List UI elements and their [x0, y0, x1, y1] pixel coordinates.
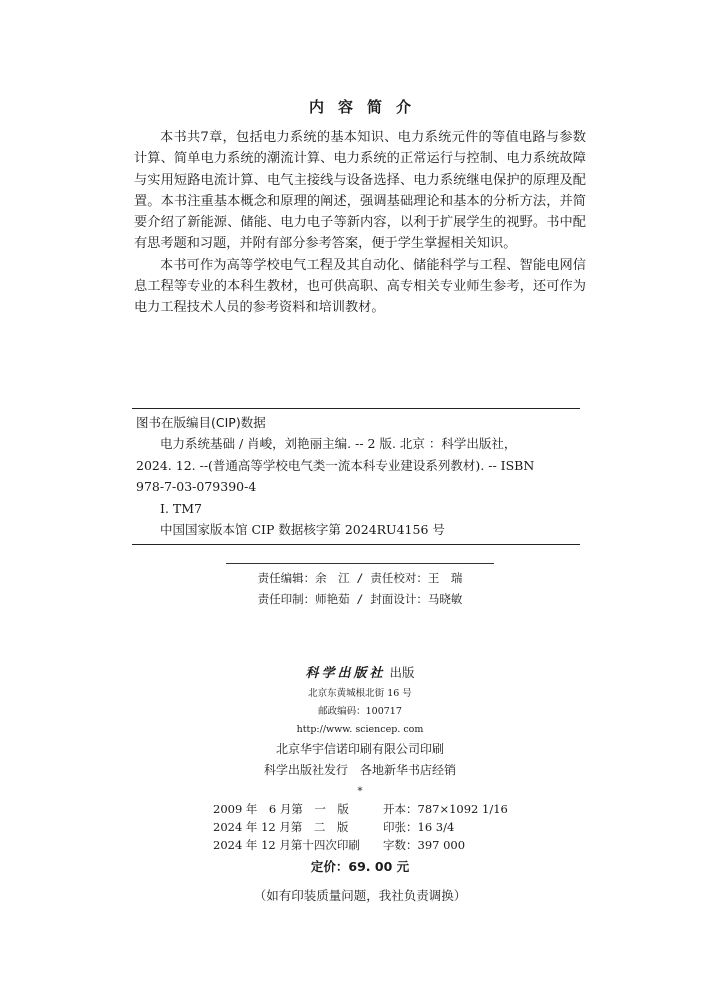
divider [226, 563, 494, 564]
edition-date: 2024 年 12 月第十四次印刷 [213, 838, 360, 852]
divider [132, 408, 580, 409]
edition-spec: 印张：16 3/4 [383, 820, 455, 834]
publisher-suffix: 出版 [389, 665, 415, 680]
intro-paragraph: 本书共7章，包括电力系统的基本知识、电力系统元件的等值电路与参数计算、简单电力系统的潮流计算、电力系统的正常运行与控制、电力系统故障与实用短路电流计算、电气主接线与设备选择、电力系统继电保护的原理及配置。本书注重基本概念和原理的阐述，强调基础理论和基本的分析方法，并简要介绍了新能源、储能、电力电子等新内容，以利于扩展学生的视野。书中配有思考题和习题，并附有部分参考答案，便于学生掌握相关知识。 [134, 130, 586, 252]
edition-row [213, 818, 513, 836]
edition-date: 2024 年 12 月第 二 版 [213, 820, 349, 834]
edition-row [213, 836, 513, 854]
printer: 北京华宇信诺印刷有限公司印刷 [275, 742, 444, 756]
cip-line: 978-7-03-079390-4 [136, 479, 257, 494]
cip-record: 中国国家版本馆 CIP 数据核字第 2024RU4156 号 [160, 522, 445, 537]
quality-note: （如有印装质量问题，我社负责调换） [253, 888, 467, 903]
separator-star: * [357, 786, 363, 797]
cip-block [132, 408, 580, 545]
edition-spec: 开本：787×1092 1/16 [383, 802, 508, 816]
page-title: 内容简介 [308, 98, 425, 116]
cip-classification: Ⅰ. TM7 [160, 500, 202, 516]
cip-line: 2024. 12. --(普通高等学校电气类一流本科专业建设系列教材). -- ISBN [136, 457, 535, 473]
publisher-url: http://www. sciencep. com [296, 724, 424, 735]
introduction [134, 127, 586, 319]
edition-spec: 字数：397 000 [383, 838, 466, 852]
cip-title: 图书在版编目(CIP)数据 [136, 415, 266, 430]
publisher-info [0, 662, 720, 799]
edition-row [213, 800, 513, 818]
cip-line: 电力系统基础 / 肖峻，刘艳丽主编. -- 2 版. 北京 ：科学出版社， [160, 436, 517, 451]
publisher-logo: 科学出版社 [305, 666, 386, 681]
publisher-name [0, 662, 720, 685]
publisher-postcode: 邮政编码：100717 [318, 706, 402, 717]
edition-date: 2009 年 6 月第 一 版 [213, 802, 349, 816]
publisher-address: 北京东黄城根北街 16 号 [308, 688, 412, 699]
price: 定价：69. 00 元 [310, 859, 410, 874]
editor-line: 责任印制：师艳茹 / 封面设计：马晓敏 [257, 592, 463, 606]
intro-paragraph: 本书可作为高等学校电气工程及其自动化、储能科学与工程、智能电网信息工程等专业的本科生教材，也可供高职、高专相关专业师生参考，还可作为电力工程技术人员的参考资料和培训教材。 [134, 257, 586, 316]
editor-line: 责任编辑：余 江 / 责任校对：王 瑞 [257, 571, 463, 585]
editor-credits [0, 567, 720, 610]
distribution: 科学出版社发行 各地新华书店经销 [263, 763, 456, 777]
divider [132, 544, 580, 545]
edition-info [213, 800, 513, 854]
